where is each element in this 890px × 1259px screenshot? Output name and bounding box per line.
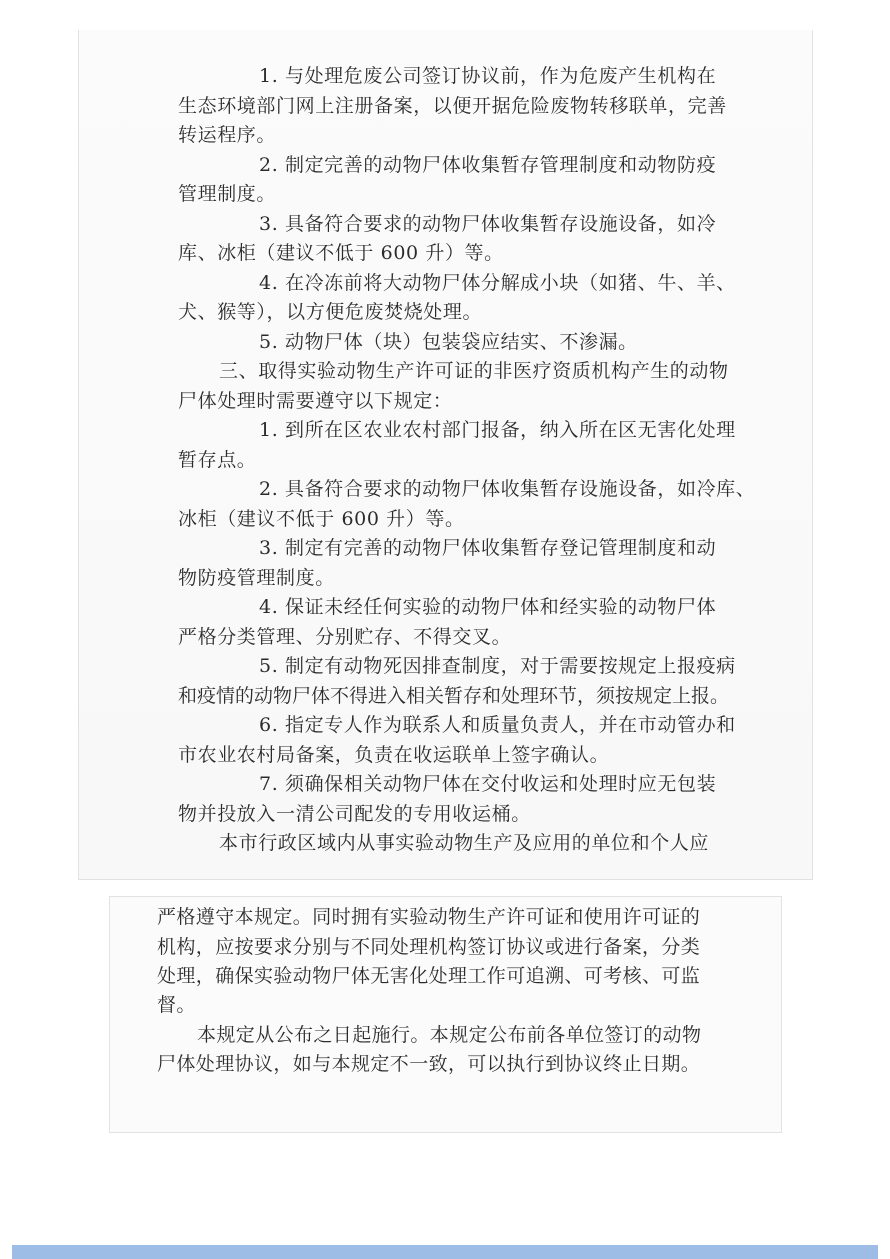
- document-page-upper: [78, 30, 813, 880]
- text-line: 3. 制定有完善的动物尸体收集暂存登记管理制度和动: [259, 537, 717, 559]
- text-line: 4. 在冷冻前将大动物尸体分解成小块（如猪、牛、羊、: [259, 272, 736, 294]
- text-line: 处理，确保实验动物尸体无害化处理工作可追溯、可考核、可监: [157, 965, 701, 987]
- text-line: 3. 具备符合要求的动物尸体收集暂存设施设备，如冷: [259, 213, 717, 235]
- text-line: 暂存点。: [178, 449, 257, 471]
- section-heading-line: 三、取得实验动物生产许可证的非医疗资质机构产生的动物: [219, 360, 729, 382]
- text-line: 严格分类管理、分别贮存、不得交叉。: [178, 626, 512, 648]
- text-line: 2. 制定完善的动物尸体收集暂存管理制度和动物防疫: [259, 154, 717, 176]
- text-line: 4. 保证未经任何实验的动物尸体和经实验的动物尸体: [259, 596, 717, 618]
- text-line: 犬、猴等），以方便危废焚烧处理。: [178, 301, 483, 323]
- text-line: 物并投放入一清公司配发的专用收运桶。: [178, 803, 531, 825]
- text-line: 转运程序。: [178, 124, 277, 146]
- text-line: 物防疫管理制度。: [178, 567, 335, 589]
- text-line: 严格遵守本规定。同时拥有实验动物生产许可证和使用许可证的: [157, 906, 701, 928]
- text-line: 本规定从公布之日起施行。本规定公布前各单位签订的动物: [197, 1024, 702, 1046]
- document-page-lower: [109, 896, 782, 1133]
- text-line: 5. 制定有动物死因排查制度，对于需要按规定上报疫病: [259, 655, 736, 677]
- text-line: 2. 具备符合要求的动物尸体收集暂存设施设备，如冷库、: [259, 478, 756, 500]
- text-line: 机构，应按要求分别与不同处理机构签订协议或进行备案，分类: [157, 936, 701, 958]
- text-line: 尸体处理时需要遵守以下规定：: [178, 390, 453, 412]
- text-line: 1. 与处理危废公司签订协议前，作为危废产生机构在: [259, 65, 717, 87]
- text-line: 督。: [157, 994, 196, 1016]
- text-line: 生态环境部门网上注册备案，以便开据危险废物转移联单，完善: [178, 95, 727, 117]
- text-line: 本市行政区域内从事实验动物生产及应用的单位和个人应: [219, 832, 710, 854]
- text-line: 市农业农村局备案，负责在收运联单上签字确认。: [178, 744, 610, 766]
- text-line: 库、冰柜（建议不低于 600 升）等。: [178, 242, 504, 264]
- text-line: 和疫情的动物尸体不得进入相关暂存和处理环节，须按规定上报。: [178, 685, 730, 707]
- text-line: 1. 到所在区农业农村部门报备，纳入所在区无害化处理: [259, 419, 736, 441]
- text-line: 6. 指定专人作为联系人和质量负责人，并在市动管办和: [259, 714, 736, 736]
- footer-bar: [12, 1245, 878, 1259]
- text-line: 7. 须确保相关动物尸体在交付收运和处理时应无包装: [259, 773, 717, 795]
- text-line: 冰柜（建议不低于 600 升）等。: [178, 508, 465, 530]
- text-line: 尸体处理协议，如与本规定不一致，可以执行到协议终止日期。: [157, 1053, 701, 1075]
- text-line: 管理制度。: [178, 183, 277, 205]
- text-line: 5. 动物尸体（块）包装袋应结实、不渗漏。: [259, 331, 638, 353]
